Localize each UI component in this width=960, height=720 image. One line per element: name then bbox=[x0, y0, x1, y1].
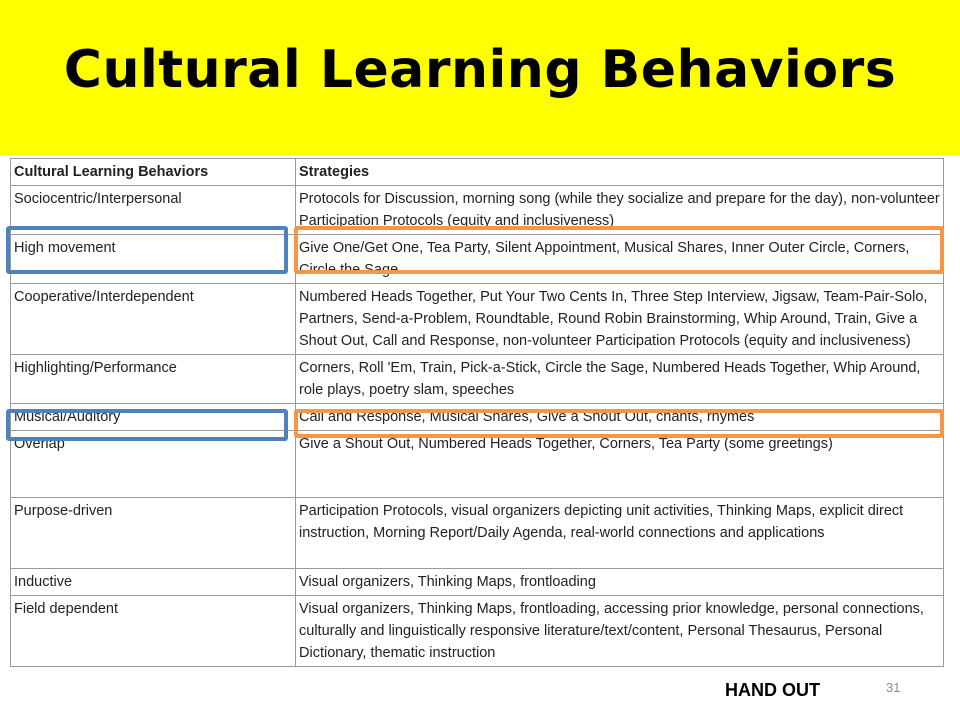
behavior-cell: Field dependent bbox=[11, 596, 296, 667]
header-strategies: Strategies bbox=[296, 159, 944, 186]
strategies-cell: Visual organizers, Thinking Maps, frontloading, accessing prior knowledge, personal connections, culturally and linguistically responsive literature/text/content, Personal Thesaurus, Personal Dictionary, thematic instruction bbox=[296, 596, 944, 667]
strategies-cell: Corners, Roll 'Em, Train, Pick-a-Stick, Circle the Sage, Numbered Heads Together, Whip Around, role plays, poetry slam, speeches bbox=[296, 355, 944, 404]
strategies-cell: Numbered Heads Together, Put Your Two Cents In, Three Step Interview, Jigsaw, Team-Pair-Solo, Partners, Send-a-Problem, Roundtable, Round Robin Brainstorming, Whip Around, Train, Give a Shout Out, Call and Response, non-volunteer Participation Protocols (equity and inclusiveness) bbox=[296, 284, 944, 355]
behavior-cell: Sociocentric/Interpersonal bbox=[11, 186, 296, 235]
highlight-box-musical-auditory-strategies bbox=[294, 409, 944, 438]
table-row bbox=[11, 569, 944, 596]
highlight-box-musical-auditory bbox=[6, 409, 288, 441]
behavior-cell: High movement bbox=[11, 235, 296, 284]
strategies-cell: Protocols for Discussion, morning song (while they socialize and prepare for the day), non-volunteer Participation Protocols (equity and inclusiveness) bbox=[296, 186, 944, 235]
header-behaviors: Cultural Learning Behaviors bbox=[11, 159, 296, 186]
table-row bbox=[11, 284, 944, 355]
table-row bbox=[11, 498, 944, 569]
highlight-box-high-movement bbox=[6, 226, 288, 274]
behavior-cell: Purpose-driven bbox=[11, 498, 296, 569]
strategies-cell: Give One/Get One, Tea Party, Silent Appointment, Musical Shares, Inner Outer Circle, Corners, Circle the Sage bbox=[296, 235, 944, 284]
behavior-cell: Highlighting/Performance bbox=[11, 355, 296, 404]
strategies-cell: Call and Response, Musical Shares, Give a Shout Out, chants, rhymes bbox=[296, 404, 944, 431]
table-header-row bbox=[11, 159, 944, 186]
behavior-cell: Cooperative/Interdependent bbox=[11, 284, 296, 355]
table-row bbox=[11, 355, 944, 404]
table-row bbox=[11, 596, 944, 667]
behavior-cell: Musical/Auditory bbox=[11, 404, 296, 431]
highlight-box-high-movement-strategies bbox=[294, 226, 944, 274]
strategies-cell: Participation Protocols, visual organizers depicting unit activities, Thinking Maps, explicit direct instruction, Morning Report/Daily Agenda, real-world connections and applications bbox=[296, 498, 944, 569]
handout-label: HAND OUT bbox=[725, 680, 820, 700]
page-number: 31 bbox=[886, 680, 901, 695]
behavior-cell: Overlap bbox=[11, 431, 296, 498]
strategies-cell: Give a Shout Out, Numbered Heads Together, Corners, Tea Party (some greetings) bbox=[296, 431, 944, 498]
strategies-cell: Visual organizers, Thinking Maps, frontloading bbox=[296, 569, 944, 596]
behavior-cell: Inductive bbox=[11, 569, 296, 596]
slide-title: Cultural Learning Behaviors bbox=[63, 40, 897, 100]
